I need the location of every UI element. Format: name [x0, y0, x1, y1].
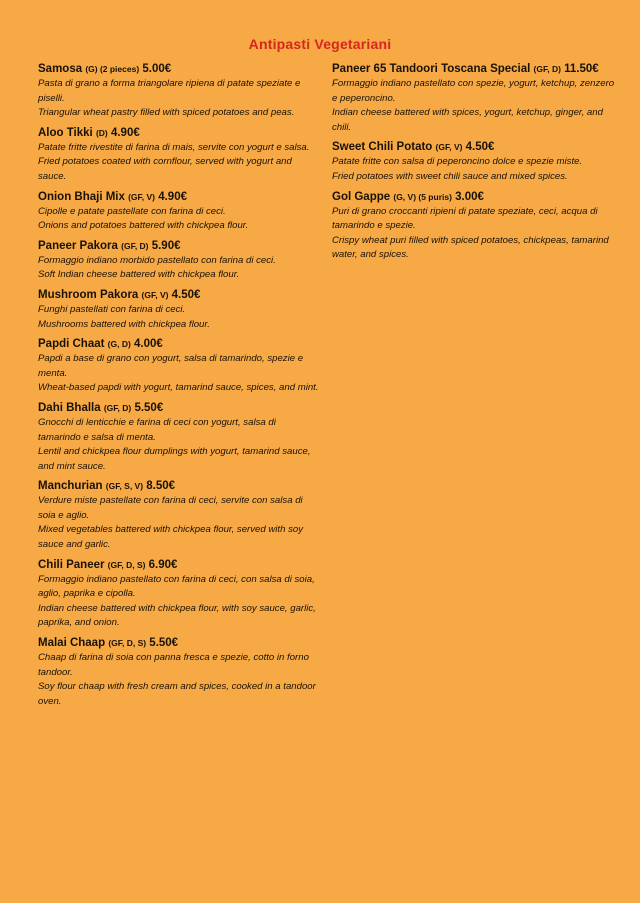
description-italian: Chaap di farina di soia con panna fresca e spezie, cotto in forno tandoor.: [38, 652, 309, 678]
dish-price: 4.50€: [171, 288, 201, 301]
dish-name: Aloo Tikki: [38, 126, 93, 139]
dish-codes: (GF, D): [103, 402, 132, 413]
description-italian: Patate fritte con salsa di peperoncino dolce e spezie miste.: [332, 156, 583, 168]
description-english: Indian cheese battered with chickpea flour, with soy sauce, garlic, paprika, and onion.: [38, 602, 316, 629]
description-english: Fried potatoes with sweet chili sauce and mixed spices.: [332, 170, 568, 182]
description-english: Soft Indian cheese battered with chickpea flour.: [38, 269, 240, 281]
dish-codes: (GF, D): [533, 64, 561, 74]
description-italian: Verdure miste pastellate con farina di ceci, servite con salsa di soia e aglio.: [38, 495, 303, 521]
dish-name: Mushroom Pakora: [38, 288, 139, 301]
description-english: Wheat-based papdi with yogurt, tamarind sauce, spices, and mint.: [38, 382, 319, 394]
dish-price: 11.50€: [564, 63, 599, 75]
dish-name: Onion Bhaji Mix: [38, 190, 125, 203]
dish-price: 4.90€: [110, 126, 140, 139]
dish-name: Malai Chaap: [38, 637, 106, 650]
dish-price: 4.00€: [134, 338, 163, 351]
dish-price: 8.50€: [146, 480, 176, 493]
dish-name: Paneer Pakora: [38, 239, 118, 252]
menu-item-malai-chaap: [38, 636, 320, 709]
dish-codes: (G, V) (5 puris): [393, 191, 452, 202]
page-title: Antipasti Vegetariani: [248, 36, 392, 52]
description-english: Mushrooms battered with chickpea flour.: [38, 318, 210, 330]
menu-item-heading: [38, 401, 320, 416]
dish-price: 5.90€: [151, 239, 181, 252]
menu-item-paneer-65-tandoori: [332, 62, 622, 135]
menu-item-heading: [38, 288, 320, 303]
description-italian: Cipolle e patate pastellate con farina di ceci.: [38, 205, 226, 217]
menu-item-aloo-tikki: [38, 126, 320, 185]
description-english: Triangular wheat pastry filled with spiced potatoes and peas.: [38, 107, 295, 119]
menu-item-dahi-bhalla: [38, 401, 320, 474]
dish-codes: (D): [95, 127, 108, 138]
description-italian: Funghi pastellati con farina di ceci.: [38, 303, 186, 315]
dish-name: Gol Gappe: [332, 190, 391, 203]
dish-price: 5.50€: [149, 637, 179, 650]
description-italian: Gnocchi di lenticchie e farina di ceci con yogurt, salsa di tamarindo e salsa di menta.: [38, 416, 276, 443]
dish-codes: (GF, D, S): [108, 638, 147, 649]
menu-item-sweet-chili-potato: [332, 140, 622, 184]
menu-item-chili-paneer: [38, 558, 320, 631]
menu-item-manchurian: [38, 479, 320, 552]
menu-item-heading: [38, 558, 320, 573]
description-english: Lentil and chickpea flour dumplings with yogurt, tamarind sauce, and mint sauce.: [38, 446, 311, 472]
menu-item-heading: [38, 337, 320, 352]
menu-item-heading: [38, 636, 320, 651]
description-english: Onions and potatoes battered with chickpea flour.: [38, 220, 249, 232]
description-english: Mixed vegetables battered with chickpea flour, served with soy sauce and garlic.: [38, 524, 304, 551]
description-english: Indian cheese battered with spices, yogurt, ketchup, ginger, and chili.: [332, 107, 603, 133]
menu-item-heading: [38, 239, 320, 254]
dish-name: Manchurian: [38, 480, 103, 493]
menu-item-onion-bhaji-mix: [38, 190, 320, 234]
menu-item-heading: [38, 62, 320, 77]
description-english: Soy flour chaap with fresh cream and spices, cooked in a tandoor oven.: [38, 681, 316, 707]
description-italian: Formaggio indiano morbido pastellato con farina di ceci.: [38, 254, 276, 266]
description-italian: Formaggio indiano pastellato con farina di ceci, con salsa di soia, aglio, paprika e cipolla.: [38, 573, 315, 600]
dish-codes: (GF, V): [128, 191, 156, 202]
menu-item-paneer-pakora: [38, 239, 320, 283]
dish-price: 4.50€: [465, 141, 495, 154]
dish-codes: (GF, S, V): [105, 481, 144, 492]
dish-codes: (GF, V): [435, 142, 463, 153]
description-italian: Formaggio indiano pastellato con spezie, yogurt, ketchup, zenzero e peperoncino.: [332, 78, 615, 104]
dish-name: Sweet Chili Potato: [332, 141, 433, 154]
dish-codes: (GF, V): [141, 289, 169, 300]
dish-name: Papdi Chaat: [38, 338, 105, 351]
dish-name: Paneer 65 Tandoori Toscana Special: [332, 63, 531, 75]
menu-item-heading: [332, 62, 622, 77]
dish-codes: (G, D): [107, 339, 131, 350]
menu-item-papdi-chaat: [38, 337, 320, 396]
menu-item-mushroom-pakora: [38, 288, 320, 332]
dish-price: 5.00€: [142, 63, 172, 75]
description-english: Crispy wheat puri filled with spiced potatoes, chickpeas, tamarind water, and spices.: [332, 234, 609, 261]
dish-price: 5.50€: [134, 401, 164, 414]
dish-price: 3.00€: [455, 190, 484, 203]
dish-name: Chili Paneer: [38, 558, 105, 571]
dish-name: Dahi Bhalla: [38, 401, 101, 414]
dish-codes: (GF, D, S): [107, 559, 146, 570]
menu-item-samosa: [38, 62, 320, 121]
description-english: Fried potatoes coated with cornflour, served with yogurt and sauce.: [38, 156, 292, 182]
menu-column-left: [38, 62, 320, 714]
dish-name: Samosa: [38, 63, 83, 75]
dish-codes: (G) (2 pieces): [85, 64, 140, 74]
description-italian: Pasta di grano a forma triangolare ripiena di patate speziate e piselli.: [38, 78, 301, 104]
menu-item-gol-gappe: [332, 190, 622, 263]
description-italian: Puri di grano croccanti ripieni di patate speziate, ceci, acqua di tamarindo e spezie.: [332, 205, 598, 232]
menu-item-heading: [332, 140, 622, 155]
dish-price: 6.90€: [148, 558, 178, 571]
menu-item-heading: [38, 190, 320, 205]
dish-codes: (GF, D): [121, 240, 149, 251]
description-italian: Papdi a base di grano con yogurt, salsa di tamarindo, spezie e menta.: [38, 353, 304, 379]
menu-item-heading: [38, 479, 320, 494]
dish-price: 4.90€: [158, 190, 187, 203]
description-italian: Patate fritte rivestite di farina di mais, servite con yogurt e salsa.: [38, 141, 310, 153]
menu-column-right: [332, 62, 622, 268]
menu-item-heading: [332, 190, 622, 205]
menu-item-heading: [38, 126, 320, 141]
